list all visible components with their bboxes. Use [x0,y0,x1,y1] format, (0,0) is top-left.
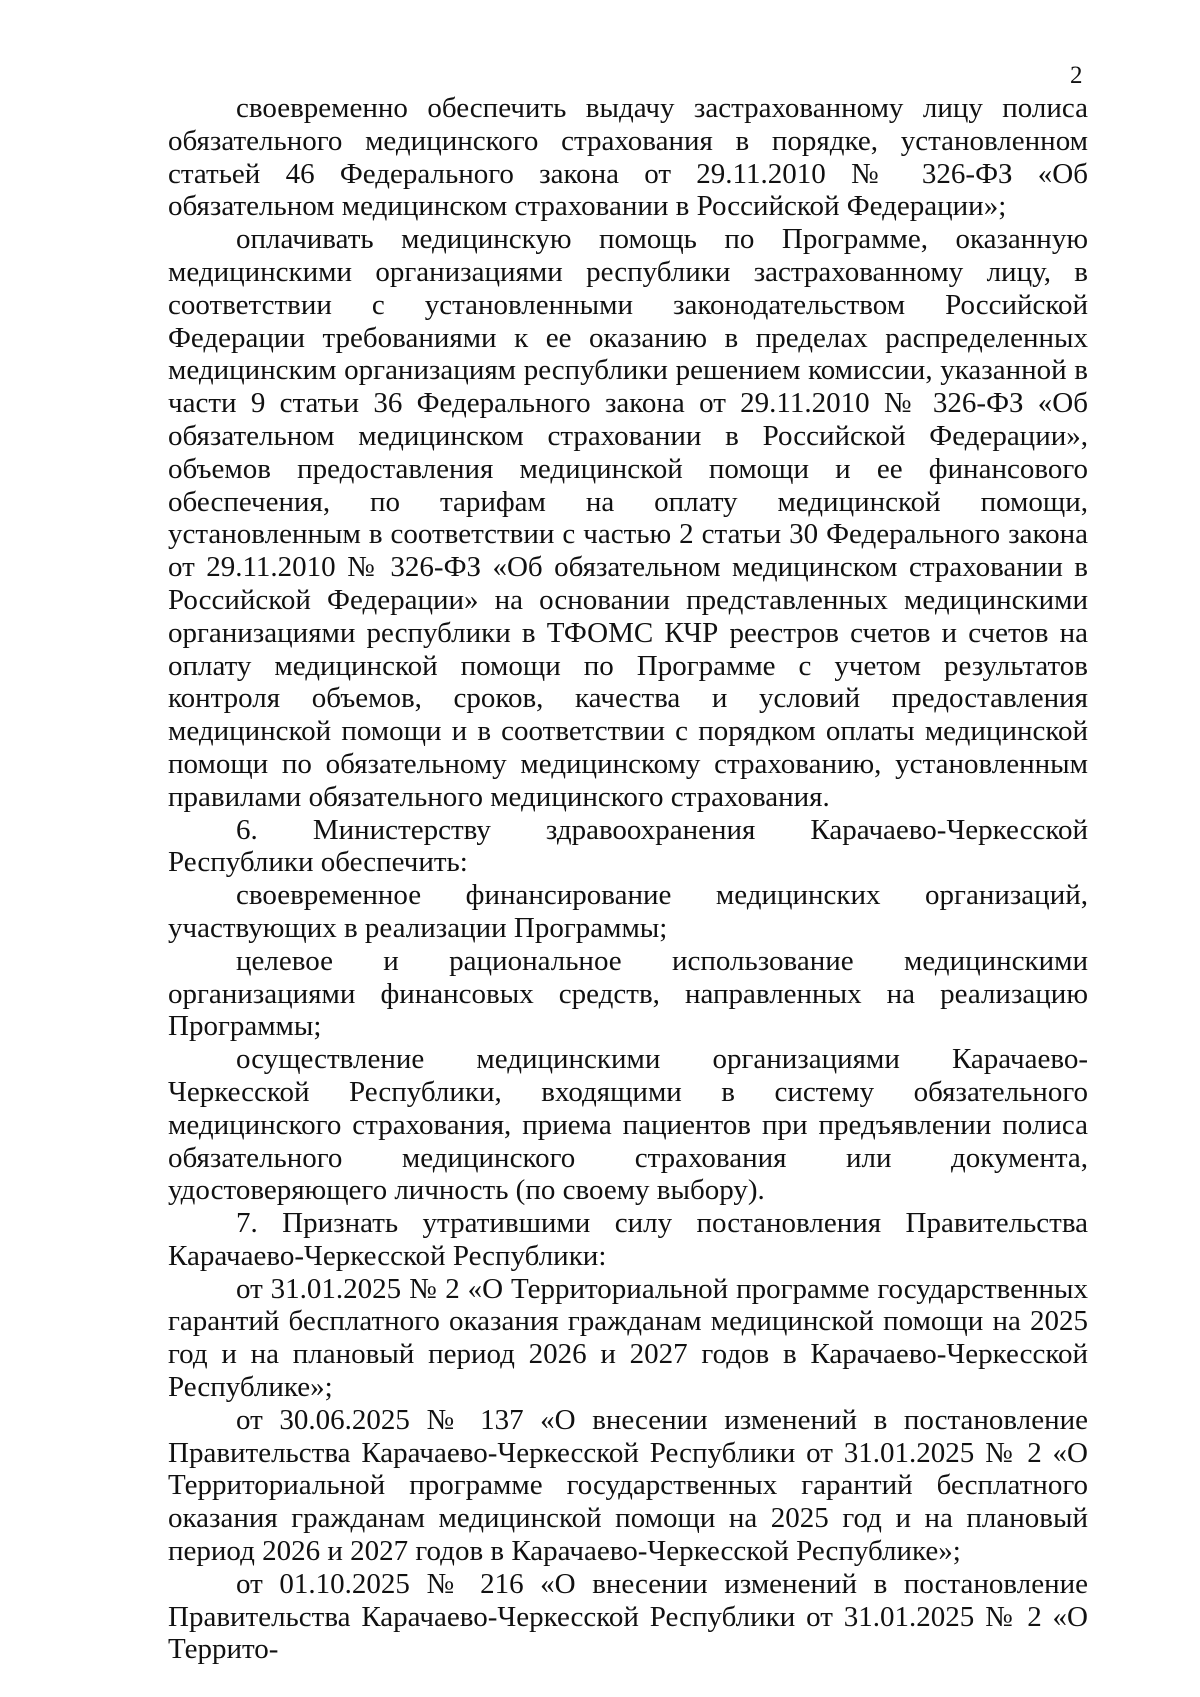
paragraph-repeal-decree-2: от 31.01.2025 № 2 «О Территориальной программе государственных гарантий бесплатного оказания гражданам медицинской помощи на 2025 год и на плановый период 2026 и 2027 годов в Карачаево-Черкесской Республике»; [168,1272,1088,1404]
paragraph-ministry-item-6: 6. Министерству здравоохранения Карачаево-Черкесской Республики обеспечить: [168,813,1088,879]
page-number: 2 [1070,62,1083,89]
document-body [168,92,1088,1666]
paragraph-insurance-policy: своевременно обеспечить выдачу застрахованному лицу полиса обязательного медицинского страхования в порядке, установленном статьей 46 Федерального закона от 29.11.2010 № 326-ФЗ «Об обязательном медицинском страховании в Российской Федерации»; [168,92,1088,223]
paragraph-patient-admission: осуществление медицинскими организациями Карачаево-Черкесской Республики, входящими в систему обязательного медицинского страхования, приема пациентов при предъявлении полиса обязательного медицинского страхования или документа, удостоверяющего личность (по своему выбору). [168,1043,1088,1207]
paragraph-timely-financing: своевременное финансирование медицинских организаций, участвующих в реализации Программы; [168,879,1088,944]
paragraph-payment-for-care: оплачивать медицинскую помощь по Программе, оказанную медицинскими организациями республики застрахованному лицу, в соответствии с установленными законодательством Российской Федерации требованиями к ее оказанию в пределах распределенных медицинским организациям республики решением комиссии, указанной в части 9 статьи 36 Федерального закона от 29.11.2010 № 326-ФЗ «Об обязательном медицинском страховании в Российской Федерации», объемов предоставления медицинской помощи и ее финансового обеспечения, по тарифам на оплату медицинской помощи, установленным в соответствии с частью 2 статьи 30 Федерального закона от 29.11.2010 № 326-ФЗ «Об обязательном медицинском страховании в Российской Федерации» на основании представленных медицинскими организациями республики в ТФОМС КЧР реестров счетов и счетов на оплату медицинской помощи по Программе с учетом результатов контроля объемов, сроков, качества и условий предоставления медицинской помощи и в соответствии с порядком оплаты медицинской помощи по обязательному медицинскому страхованию, установленным правилами обязательного медицинского страхования. [168,223,1088,813]
paragraph-targeted-use: целевое и рациональное использование медицинскими организациями финансовых средств, направленных на реализацию Программы; [168,944,1088,1043]
paragraph-repeal-item-7: 7. Признать утратившими силу постановления Правительства Карачаево-Черкесской Республики: [168,1207,1088,1272]
paragraph-repeal-decree-216: от 01.10.2025 № 216 «О внесении изменений в постановление Правительства Карачаево-Черкесской Республики от 31.01.2025 № 2 «О Террито- [168,1567,1088,1666]
paragraph-repeal-decree-137: от 30.06.2025 № 137 «О внесении изменений в постановление Правительства Карачаево-Черкесской Республики от 31.01.2025 № 2 «О Территориальной программе государственных гарантий бесплатного оказания гражданам медицинской помощи на 2025 год и на плановый период 2026 и 2027 годов в Карачаево-Черкесской Республике»; [168,1403,1088,1568]
